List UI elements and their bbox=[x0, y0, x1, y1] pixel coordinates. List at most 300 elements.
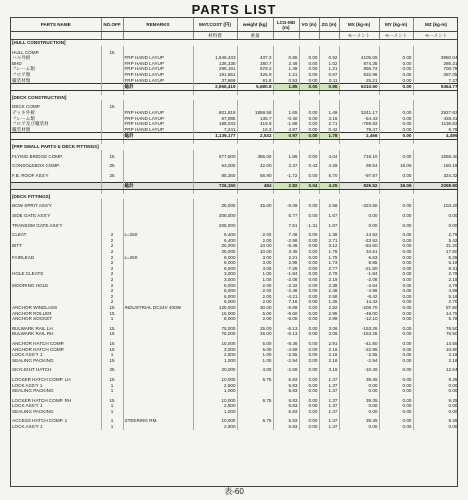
mx-cell: -153.25 bbox=[339, 326, 379, 332]
section-title: [DECK CONSTRUCTION] bbox=[11, 95, 458, 101]
weight-cell: 425.9 bbox=[237, 72, 273, 78]
unit-mz: モーメント bbox=[413, 32, 458, 40]
zg-cell: 2.16 bbox=[319, 347, 339, 353]
header-no-off: NO.OFF bbox=[101, 18, 123, 32]
my-cell: 0.00 bbox=[379, 424, 413, 430]
parts-name-cell: ACCESS HATCH COMP. 1 bbox=[11, 418, 101, 424]
mz-cell: 0.00 bbox=[413, 403, 458, 409]
zg-cell: 3.06 bbox=[319, 331, 339, 337]
parts-name-cell: BITT bbox=[11, 243, 101, 249]
lcg-cell: -2.48 bbox=[273, 288, 299, 294]
vg-cell: 0.00 bbox=[299, 154, 319, 160]
zg-cell: 1.37 bbox=[319, 418, 339, 424]
zg-cell: 3.06 bbox=[319, 326, 339, 332]
unit-cell-empty bbox=[123, 32, 193, 40]
mx-cell: -8.42 bbox=[339, 294, 379, 300]
mx-cell: -54.43 bbox=[339, 116, 379, 122]
mx-cell: -21.80 bbox=[339, 266, 379, 272]
my-cell: 0.00 bbox=[379, 388, 413, 394]
lcg-cell: -2.94 bbox=[273, 358, 299, 364]
mx-cell: -12.10 bbox=[339, 316, 379, 322]
parts-name-cell: ANCHOR SOCKET bbox=[11, 316, 101, 322]
vg-cell: 0.00 bbox=[299, 78, 319, 84]
my-cell: 0.00 bbox=[379, 127, 413, 133]
vg-cell: 0.00 bbox=[299, 283, 319, 289]
zg-cell: 2.58 bbox=[319, 294, 339, 300]
zg-cell: 1.37 bbox=[319, 398, 339, 404]
weight-cell: 6.75 bbox=[237, 398, 273, 404]
weight-cell: 10.00 bbox=[237, 249, 273, 255]
zg-cell: 2.79 bbox=[319, 271, 339, 277]
my-cell: 0.00 bbox=[379, 299, 413, 305]
mz-cell: 324.32 bbox=[413, 173, 458, 179]
zg-cell: 4.04 bbox=[319, 154, 339, 160]
weight-cell bbox=[237, 424, 273, 430]
my-cell: 0.00 bbox=[379, 341, 413, 347]
my-cell: 0.00 bbox=[379, 121, 413, 127]
lcg-cell: -9.60 bbox=[273, 311, 299, 317]
mx-cell: 2,466 bbox=[339, 133, 379, 140]
mz-cell: 12.64 bbox=[413, 367, 458, 373]
weight-cell: 30.00 bbox=[237, 305, 273, 311]
parts-name-cell: ANCHOR WINDLASS bbox=[11, 305, 101, 311]
vg-cell: 0.00 bbox=[299, 403, 319, 409]
parts-name-cell: ANCHOR HATCH COMP. bbox=[11, 341, 101, 347]
vg-cell: 0.00 bbox=[299, 213, 319, 219]
zg-cell: 1.38 bbox=[319, 232, 339, 238]
remarks-cell: FRP HAND LAYUP bbox=[123, 66, 193, 72]
unit-mat: 材料費 bbox=[193, 32, 237, 40]
vg-cell: 0.00 bbox=[299, 352, 319, 358]
parts-name-cell: LOCK ASS'Y 1 bbox=[11, 383, 101, 389]
vg-cell: 0.00 bbox=[299, 383, 319, 389]
mx-cell: 14.32 bbox=[339, 299, 379, 305]
lcg-cell: 7.46 bbox=[273, 232, 299, 238]
header-vg: VG (m) bbox=[299, 18, 319, 32]
mz-cell: 5364.77 bbox=[413, 84, 458, 91]
parts-name-cell bbox=[11, 183, 101, 190]
unit-cell-empty bbox=[299, 32, 319, 40]
mx-cell: 8.85 bbox=[339, 260, 379, 266]
parts-name-cell: フレーム類 bbox=[11, 116, 101, 122]
parts-name-cell: 艤装材類 bbox=[11, 78, 101, 84]
my-cell: 0.00 bbox=[379, 173, 413, 179]
weight-cell: 2.00 bbox=[237, 283, 273, 289]
header-remarks: REMARKS bbox=[123, 18, 193, 32]
mz-cell: 9.25 bbox=[413, 398, 458, 404]
zg-cell: 1.02 bbox=[319, 61, 339, 67]
mx-cell: -48.00 bbox=[339, 311, 379, 317]
mz-cell: 8.31 bbox=[413, 266, 458, 272]
zg-cell: 0.11 bbox=[319, 78, 339, 84]
weight-cell: 25.00 bbox=[237, 326, 273, 332]
my-cell: 0.00 bbox=[379, 383, 413, 389]
my-cell: 0.00 bbox=[379, 78, 413, 84]
zg-cell: 2.38 bbox=[319, 283, 339, 289]
my-cell: 0.00 bbox=[379, 311, 413, 317]
lcg-cell: 1.48 bbox=[273, 66, 299, 72]
mx-cell: 34.51 bbox=[339, 249, 379, 255]
mat-cost-cell: 2,500 bbox=[193, 352, 237, 358]
lcg-cell: 5.83 bbox=[273, 383, 299, 389]
mx-cell: 4105.05 bbox=[339, 55, 379, 61]
mx-cell: -2.94 bbox=[339, 358, 379, 364]
mx-cell: 25.21 bbox=[339, 78, 379, 84]
my-cell: 18.06 bbox=[379, 163, 413, 169]
weight-cell: 3.00 bbox=[237, 260, 273, 266]
mx-cell: 929.52 bbox=[339, 183, 379, 190]
lcg-cell: 0.97 bbox=[273, 133, 299, 140]
vg-cell: 0.00 bbox=[299, 266, 319, 272]
my-cell: 0.00 bbox=[379, 352, 413, 358]
weight-cell: 419.9 bbox=[237, 121, 273, 127]
no-off-cell: 2 bbox=[101, 260, 123, 266]
lcg-cell: -2.59 bbox=[273, 367, 299, 373]
mx-cell: 0.00 bbox=[339, 388, 379, 394]
vg-cell: 0.00 bbox=[299, 116, 319, 122]
mz-cell: 180.18 bbox=[413, 163, 458, 169]
remarks-cell: FRP HAND LAYUP bbox=[123, 55, 193, 61]
lcg-cell: 5.83 bbox=[273, 424, 299, 430]
vg-cell: 0.00 bbox=[299, 294, 319, 300]
mat-cost-cell: 7,241 bbox=[193, 127, 237, 133]
lcg-cell: 7.16 bbox=[273, 299, 299, 305]
mat-cost-cell: 6,000 bbox=[193, 288, 237, 294]
mz-cell: 287.05 bbox=[413, 72, 458, 78]
mz-cell: 2.16 bbox=[413, 352, 458, 358]
parts-name-cell: LOCKER HATCH COMP. RH bbox=[11, 398, 101, 404]
zg-cell: 1.37 bbox=[319, 403, 339, 409]
zg-cell: 2.16 bbox=[319, 358, 339, 364]
weight-cell: 10.00 bbox=[237, 243, 273, 249]
weight-cell: 56.90 bbox=[237, 173, 273, 179]
no-off-cell: 2 bbox=[101, 249, 123, 255]
mz-cell: 0.00 bbox=[413, 388, 458, 394]
zg-cell: 1.67 bbox=[319, 223, 339, 229]
mx-cell: -4.64 bbox=[339, 283, 379, 289]
weight-cell: 4.00 bbox=[237, 367, 273, 373]
no-off-cell: 2 bbox=[101, 277, 123, 283]
mz-cell: 103.20 bbox=[413, 203, 458, 209]
mx-cell: 99.54 bbox=[339, 163, 379, 169]
no-off-cell: 1 bbox=[101, 409, 123, 415]
zg-cell: 1.35 bbox=[319, 299, 339, 305]
my-cell: 0.00 bbox=[379, 305, 413, 311]
mat-cost-cell: 136,336 bbox=[193, 61, 237, 67]
vg-cell: 0.00 bbox=[299, 299, 319, 305]
my-cell: 18.06 bbox=[379, 183, 413, 190]
mx-cell: 855.74 bbox=[339, 66, 379, 72]
no-off-cell: 15 bbox=[101, 311, 123, 317]
unit-wt: 重量 bbox=[237, 32, 273, 40]
lcg-cell: 4.87 bbox=[273, 127, 299, 133]
my-cell: 0.00 bbox=[379, 358, 413, 364]
header-lcg: LCG-MD (m) bbox=[273, 18, 299, 32]
vg-cell: 0.00 bbox=[299, 388, 319, 394]
mx-cell: -41.80 bbox=[339, 341, 379, 347]
lcg-cell: 5.77 bbox=[273, 213, 299, 219]
unit-mx: モーメント bbox=[339, 32, 379, 40]
mat-cost-cell: 67,086 bbox=[193, 116, 237, 122]
vg-cell: 0.00 bbox=[299, 288, 319, 294]
no-off-cell: 15 bbox=[101, 341, 123, 347]
vg-cell: 0.00 bbox=[299, 243, 319, 249]
lcg-cell: 5.83 bbox=[273, 377, 299, 383]
lcg-cell: 3.45 bbox=[273, 249, 299, 255]
lcg-cell: -2.08 bbox=[273, 277, 299, 283]
section-title: [HULL CONSTRUCTION] bbox=[11, 40, 458, 46]
weight-cell: 45.00 bbox=[237, 203, 273, 209]
zg-cell: 2.92 bbox=[319, 305, 339, 311]
mat-cost-cell: 801,818 bbox=[193, 110, 237, 116]
zg-cell: 1.76 bbox=[319, 249, 339, 255]
mat-cost-cell: 6,000 bbox=[193, 283, 237, 289]
mat-cost-cell: 2,500 bbox=[193, 403, 237, 409]
vg-cell: 0.00 bbox=[299, 277, 319, 283]
parts-name-cell: CONSOLEBOX COMP. bbox=[11, 163, 101, 169]
my-cell: 0.00 bbox=[379, 398, 413, 404]
mz-cell: 2.76 bbox=[413, 232, 458, 238]
no-off-cell: 1 bbox=[101, 418, 123, 424]
vg-cell: 0.00 bbox=[299, 72, 319, 78]
mat-cost-cell: 8,000 bbox=[193, 260, 237, 266]
remarks-cell bbox=[123, 424, 193, 430]
my-cell: 0.00 bbox=[379, 116, 413, 122]
header-mx: MX (kg-m) bbox=[339, 18, 379, 32]
vg-cell: 0.00 bbox=[299, 305, 319, 311]
mx-cell: -2.08 bbox=[339, 277, 379, 283]
vg-cell: 0.00 bbox=[299, 377, 319, 383]
my-cell: 0.00 bbox=[379, 243, 413, 249]
weight-cell: 6.75 bbox=[237, 418, 273, 424]
lcg-cell: 5.83 bbox=[273, 418, 299, 424]
mz-cell: 286.21 bbox=[413, 61, 458, 67]
parts-name-cell: LOCK ASS'Y 1 bbox=[11, 424, 101, 430]
mz-cell: 7.27 bbox=[413, 78, 458, 84]
mat-cost-cell: 10,000 bbox=[193, 377, 237, 383]
mx-cell: -4.96 bbox=[339, 288, 379, 294]
lcg-cell: -6.13 bbox=[273, 326, 299, 332]
mz-cell: 76.50 bbox=[413, 331, 458, 337]
mat-cost-cell: 3,000 bbox=[193, 277, 237, 283]
weight-cell: 5,680.8 bbox=[237, 84, 273, 91]
mat-cost-cell: 37,869 bbox=[193, 78, 237, 84]
zg-cell: 3.12 bbox=[319, 243, 339, 249]
remarks-cell: 総計 bbox=[123, 133, 193, 140]
unit-cell-empty bbox=[273, 32, 299, 40]
weight-cell: 42.00 bbox=[237, 163, 273, 169]
weight-cell: 2.00 bbox=[237, 316, 273, 322]
parts-name-cell: BOW SPRIT ASS'Y bbox=[11, 203, 101, 209]
mat-cost-cell: 8,000 bbox=[193, 266, 237, 272]
weight-cell: 2.00 bbox=[237, 238, 273, 244]
mat-cost-cell: 15,000 bbox=[193, 311, 237, 317]
zg-cell: 1.37 bbox=[319, 388, 339, 394]
mz-cell: 0.00 bbox=[413, 383, 458, 389]
my-cell: 0.00 bbox=[379, 271, 413, 277]
my-cell: 0.00 bbox=[379, 238, 413, 244]
my-cell: 0.00 bbox=[379, 266, 413, 272]
mat-cost-cell: 15,000 bbox=[193, 341, 237, 347]
weight-cell: 2.00 bbox=[237, 299, 273, 305]
mat-cost-cell: 8,000 bbox=[193, 316, 237, 322]
mz-cell: 4.96 bbox=[413, 288, 458, 294]
lcg-cell: 2.82 bbox=[273, 183, 299, 190]
mx-cell: -83.60 bbox=[339, 243, 379, 249]
mat-cost-cell: 2,500 bbox=[193, 383, 237, 389]
lcg-cell: -2.32 bbox=[273, 283, 299, 289]
no-off-cell: 1 bbox=[101, 352, 123, 358]
my-cell: 0.00 bbox=[379, 72, 413, 78]
mat-cost-cell: 63,000 bbox=[193, 163, 237, 169]
mat-cost-cell: 298,191 bbox=[193, 66, 237, 72]
mat-cost-cell: 25,000 bbox=[193, 203, 237, 209]
header-mat-cost: MAT.COST (円) bbox=[193, 18, 237, 32]
mz-cell: 2.70 bbox=[413, 299, 458, 305]
no-off-cell: 25 bbox=[101, 163, 123, 169]
remarks-cell: L=250 bbox=[123, 232, 193, 238]
no-off-cell: 2 bbox=[101, 243, 123, 249]
vg-cell: 0.00 bbox=[299, 121, 319, 127]
weight-cell: 484 bbox=[237, 183, 273, 190]
zg-cell: 3.16 bbox=[319, 367, 339, 373]
no-off-cell: 2 bbox=[101, 266, 123, 272]
my-cell: 0.00 bbox=[379, 249, 413, 255]
weight-cell: 3.00 bbox=[237, 266, 273, 272]
unit-my: モーメント bbox=[379, 32, 413, 40]
mz-cell: 9.25 bbox=[413, 377, 458, 383]
mx-cell: 0.00 bbox=[339, 383, 379, 389]
parts-name-cell: BHD bbox=[11, 61, 101, 67]
total-row bbox=[11, 133, 458, 140]
mx-cell: -10.36 bbox=[339, 367, 379, 373]
lcg-cell: -6.13 bbox=[273, 331, 299, 337]
lcg-cell: -8.36 bbox=[273, 243, 299, 249]
parts-name-cell: MOORING HOLE bbox=[11, 283, 101, 289]
mz-cell: 14.55 bbox=[413, 341, 458, 347]
mat-cost-cell: 2,500 bbox=[193, 424, 237, 430]
zg-cell: 4.25 bbox=[319, 183, 339, 190]
vg-cell: 0.00 bbox=[299, 311, 319, 317]
mz-cell: 6.79 bbox=[413, 127, 458, 133]
parts-name-cell: F.B. ROOF ASS'Y bbox=[11, 173, 101, 179]
parts-name-cell bbox=[11, 133, 101, 140]
my-cell: 0.00 bbox=[379, 288, 413, 294]
no-off-cell: 15 bbox=[101, 347, 123, 353]
header-parts-name: PARTS NAME bbox=[11, 18, 101, 32]
vg-cell: 0.00 bbox=[299, 367, 319, 373]
my-cell: 0.00 bbox=[379, 203, 413, 209]
lcg-cell: -4.59 bbox=[273, 347, 299, 353]
mz-cell: 87.60 bbox=[413, 305, 458, 311]
lcg-cell: -6.89 bbox=[273, 305, 299, 311]
lcg-cell: -8.09 bbox=[273, 203, 299, 209]
vg-cell: 0.04 bbox=[299, 183, 319, 190]
mx-cell: -2.55 bbox=[339, 352, 379, 358]
my-cell: 0.00 bbox=[379, 409, 413, 415]
zg-cell: 1.37 bbox=[319, 409, 339, 415]
zg-cell: 3.16 bbox=[319, 116, 339, 122]
parts-name-cell: FAIRLEAD bbox=[11, 255, 101, 261]
lcg-cell: 2.21 bbox=[273, 255, 299, 261]
no-off-cell: 2 bbox=[101, 255, 123, 261]
vg-cell: 0.00 bbox=[299, 110, 319, 116]
no-off-cell: 2 bbox=[101, 238, 123, 244]
lcg-cell: -2.55 bbox=[273, 352, 299, 358]
mat-cost-cell: 25,000 bbox=[193, 243, 237, 249]
parts-name-cell: LOCKER HATCH COMP. LH bbox=[11, 377, 101, 383]
parts-name-cell: 艤装材類 bbox=[11, 127, 101, 133]
lcg-cell: 0.85 bbox=[273, 55, 299, 61]
mz-cell: 0.00 bbox=[413, 409, 458, 415]
no-off-cell: 1 bbox=[101, 424, 123, 430]
header-zg: ZG (m) bbox=[319, 18, 339, 32]
mz-cell: 700.78 bbox=[413, 66, 458, 72]
lcg-cell: -1.84 bbox=[273, 271, 299, 277]
weight-cell: 2,532 bbox=[237, 133, 273, 140]
remarks-cell: FRP HAND LAYUP bbox=[123, 110, 193, 116]
my-cell: 0.00 bbox=[379, 255, 413, 261]
zg-cell: 2.19 bbox=[319, 277, 339, 283]
my-cell: 0.00 bbox=[379, 367, 413, 373]
my-cell: 0.00 bbox=[379, 55, 413, 61]
remarks-cell: FRP HAND LAYUP bbox=[123, 72, 193, 78]
mz-cell: 4.76 bbox=[413, 283, 458, 289]
vg-cell: 0.00 bbox=[299, 398, 319, 404]
mx-cell: 6210.50 bbox=[339, 84, 379, 91]
mx-cell: 0.00 bbox=[339, 424, 379, 430]
unit-cell-empty bbox=[11, 32, 101, 40]
remarks-cell: 総計 bbox=[123, 183, 193, 190]
mat-cost-cell: 10,000 bbox=[193, 398, 237, 404]
mat-cost-cell: 75,000 bbox=[193, 331, 237, 337]
lcg-cell: 5.83 bbox=[273, 398, 299, 404]
mx-cell: 79.47 bbox=[339, 127, 379, 133]
parts-name-cell: LOCK ASS'Y 1 bbox=[11, 403, 101, 409]
no-off-cell: 15 bbox=[101, 305, 123, 311]
mx-cell: 0.00 bbox=[339, 403, 379, 409]
parts-table-body bbox=[11, 40, 458, 430]
header-row bbox=[11, 18, 458, 32]
zg-cell: 1.37 bbox=[319, 377, 339, 383]
parts-name-cell: CLEAT bbox=[11, 232, 101, 238]
lcg-cell: -6.05 bbox=[273, 316, 299, 322]
vg-cell: 0.00 bbox=[299, 326, 319, 332]
parts-name-cell bbox=[11, 84, 101, 91]
vg-cell: 0.00 bbox=[299, 260, 319, 266]
mz-cell: 1555.40 bbox=[413, 154, 458, 160]
vg-cell: 0.43 bbox=[299, 163, 319, 169]
zg-cell: 1.73 bbox=[319, 260, 339, 266]
remarks-cell: STEERING RM. bbox=[123, 418, 193, 424]
vg-cell: 0.00 bbox=[299, 409, 319, 415]
mat-cost-cell: 1,848,433 bbox=[193, 55, 237, 61]
unit-row bbox=[11, 32, 458, 40]
no-off-cell: 15 bbox=[101, 377, 123, 383]
mz-cell: 5.42 bbox=[413, 238, 458, 244]
no-off-cell bbox=[101, 84, 123, 91]
mz-cell: 5.78 bbox=[413, 316, 458, 322]
mat-cost-cell: 25,000 bbox=[193, 249, 237, 255]
mz-cell: 14.75 bbox=[413, 311, 458, 317]
remarks-cell: FRP HAND LAYUP bbox=[123, 116, 193, 122]
zg-cell: 2.48 bbox=[319, 288, 339, 294]
weight-cell: 1.00 bbox=[237, 358, 273, 364]
mz-cell: 9.25 bbox=[413, 418, 458, 424]
mat-cost-cell: 8,000 bbox=[193, 255, 237, 261]
lcg-cell: 0.53 bbox=[273, 78, 299, 84]
mz-cell: 0.00 bbox=[413, 213, 458, 219]
